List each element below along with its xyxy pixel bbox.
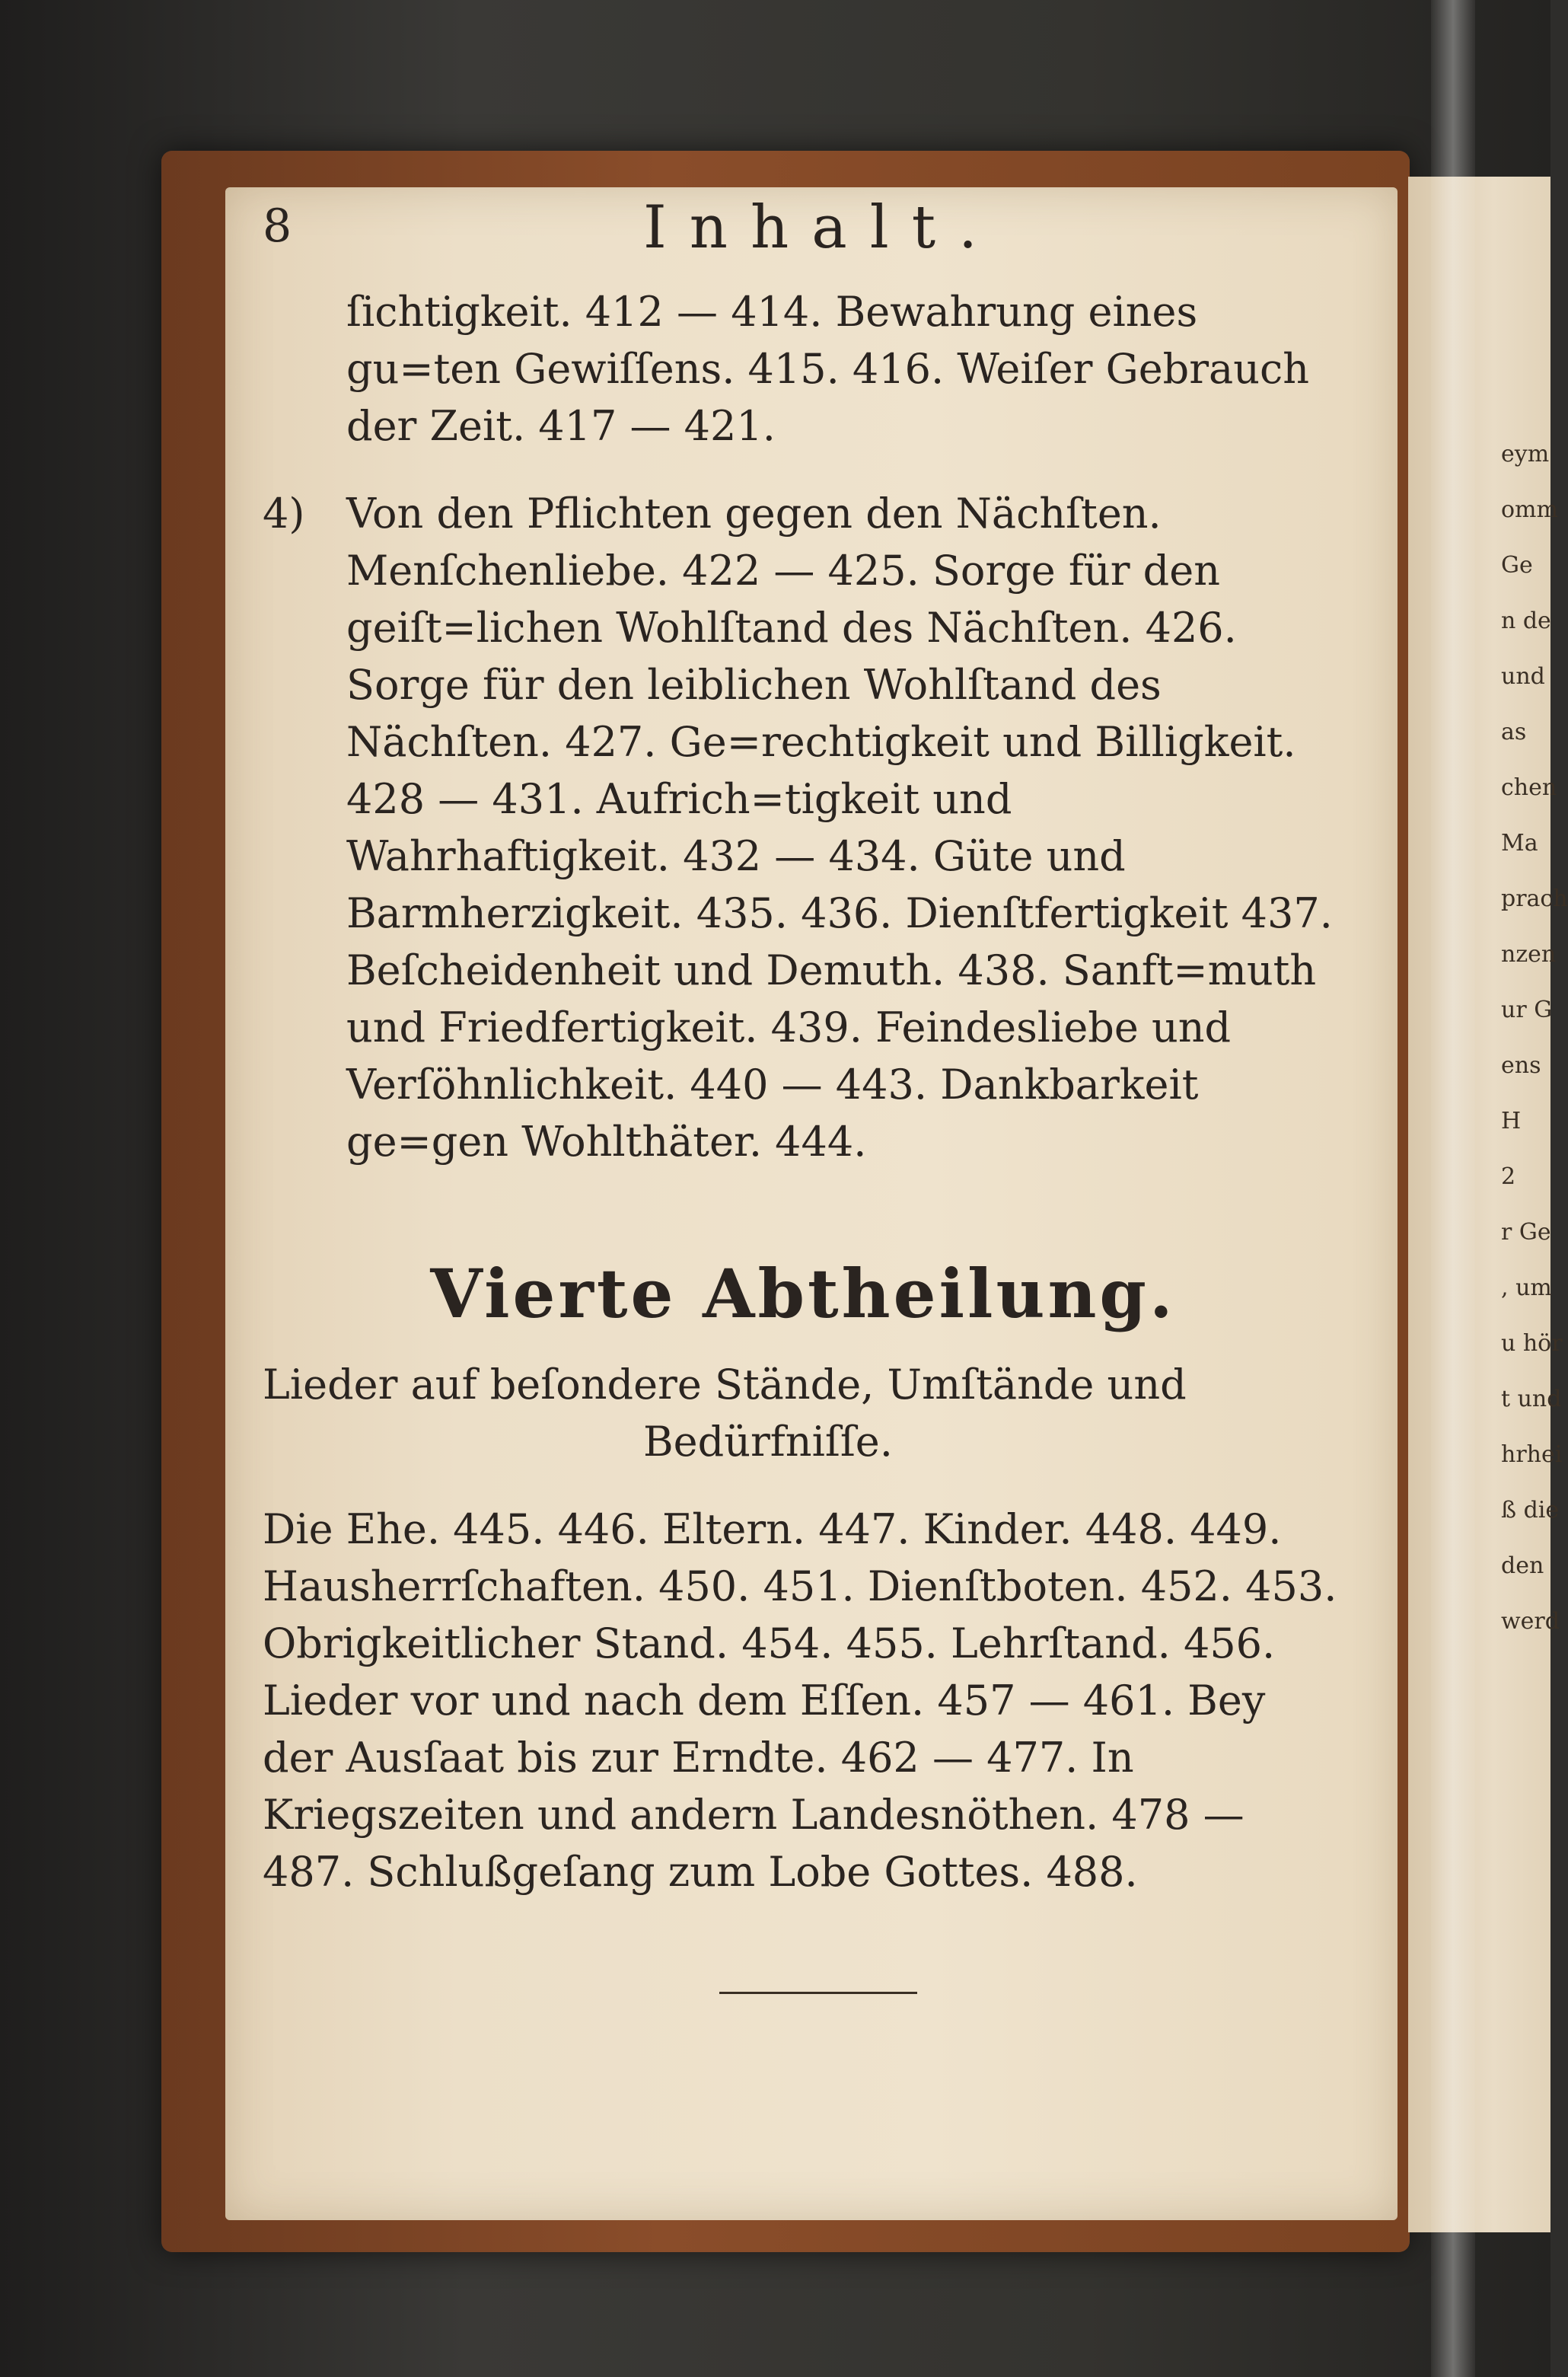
fragment: ß die [1501, 1497, 1560, 1524]
fragment: r Ge [1501, 1219, 1551, 1246]
fragment: nzen [1501, 941, 1557, 968]
continuation-paragraph: ſichtigkeit. 412 — 414. Bewahrung eines gu=ten Gewiſſens. 415. 416. Weiſer Gebrauch der Zeit. 417 — 421. [346, 288, 1310, 450]
fragment: prach [1501, 885, 1568, 912]
closing-rule [719, 1992, 917, 1994]
fragment: den [1501, 1552, 1544, 1579]
running-title: Inhalt. [643, 193, 1000, 262]
page-content [263, 193, 1343, 1994]
item-4-number: 4) [263, 490, 305, 538]
section-body: Die Ehe. 445. 446. Eltern. 447. Kinder. 448. 449. Hausherrſchaften. 450. 451. Dienſtboten. 452. 453. Obrigkeitlicher Stand. 454. 455. Lehrſtand. 456. Lieder vor und nach dem Eſſen. 457 — 461. Bey der Ausſaat bis zur Erndte. 462 — 477. In Kriegszeiten und andern Landesnöthen. 478 — 487. Schlußgeſang zum Lobe Gottes. 488. [263, 1505, 1337, 1896]
item-4-heading-row [263, 485, 1343, 542]
fragment: omm [1501, 496, 1558, 523]
fragment: ens [1501, 1052, 1541, 1079]
fragment: , um [1501, 1275, 1552, 1301]
fragment: und [1501, 663, 1545, 690]
fragment: Ge [1501, 552, 1533, 579]
section-subtitle-line-2: Bedürfniſſe. [643, 1418, 893, 1466]
fragment: 2 [1501, 1163, 1516, 1190]
page-number: 8 [263, 199, 292, 253]
fragment: hrhei [1501, 1441, 1563, 1468]
fragment: n de [1501, 608, 1551, 634]
fragment: t und [1501, 1386, 1562, 1412]
fragment: Ma [1501, 830, 1538, 857]
glass-reflection [1431, 0, 1475, 2377]
fragment: werd [1501, 1608, 1560, 1635]
section-subtitle-line-1: Lieder auf beſondere Stände, Umſtände und [263, 1361, 1187, 1409]
item-4-heading: Von den Pflichten gegen den Nächſten. [346, 490, 1162, 538]
fragment: as [1501, 719, 1527, 745]
fragment: u hör [1501, 1330, 1563, 1357]
section-subtitle [263, 1356, 1343, 1470]
fragment: H [1501, 1108, 1522, 1134]
fragment: ur G [1501, 997, 1553, 1023]
fragment: chen [1501, 774, 1557, 801]
page-header [263, 193, 1343, 283]
adjacent-page-text [1501, 426, 1568, 1873]
section-title: Vierte Abtheilung. [430, 1254, 1176, 1333]
item-4 [263, 485, 1343, 1170]
item-4-body: Menſchenliebe. 422 — 425. Sorge für den geiſt=lichen Wohlſtand des Nächſten. 426. Sorge für den leiblichen Wohlſtand des Nächſten. 427. Ge=rechtigkeit und Billigkeit. 428 — 431. Aufrich=tigkeit und Wahrhaftigkeit. 432 — 434. Güte und Barmherzigkeit. 435. 436. Dienſtfertigkeit 437. Beſcheidenheit und Demuth. 438. Sanft=muth und Friedfertigkeit. 439. Feindesliebe und Verſöhnlichkeit. 440 — 443. Dankbarkeit ge=gen Wohlthäter. 444. [346, 547, 1333, 1166]
fragment: eym [1501, 441, 1550, 467]
